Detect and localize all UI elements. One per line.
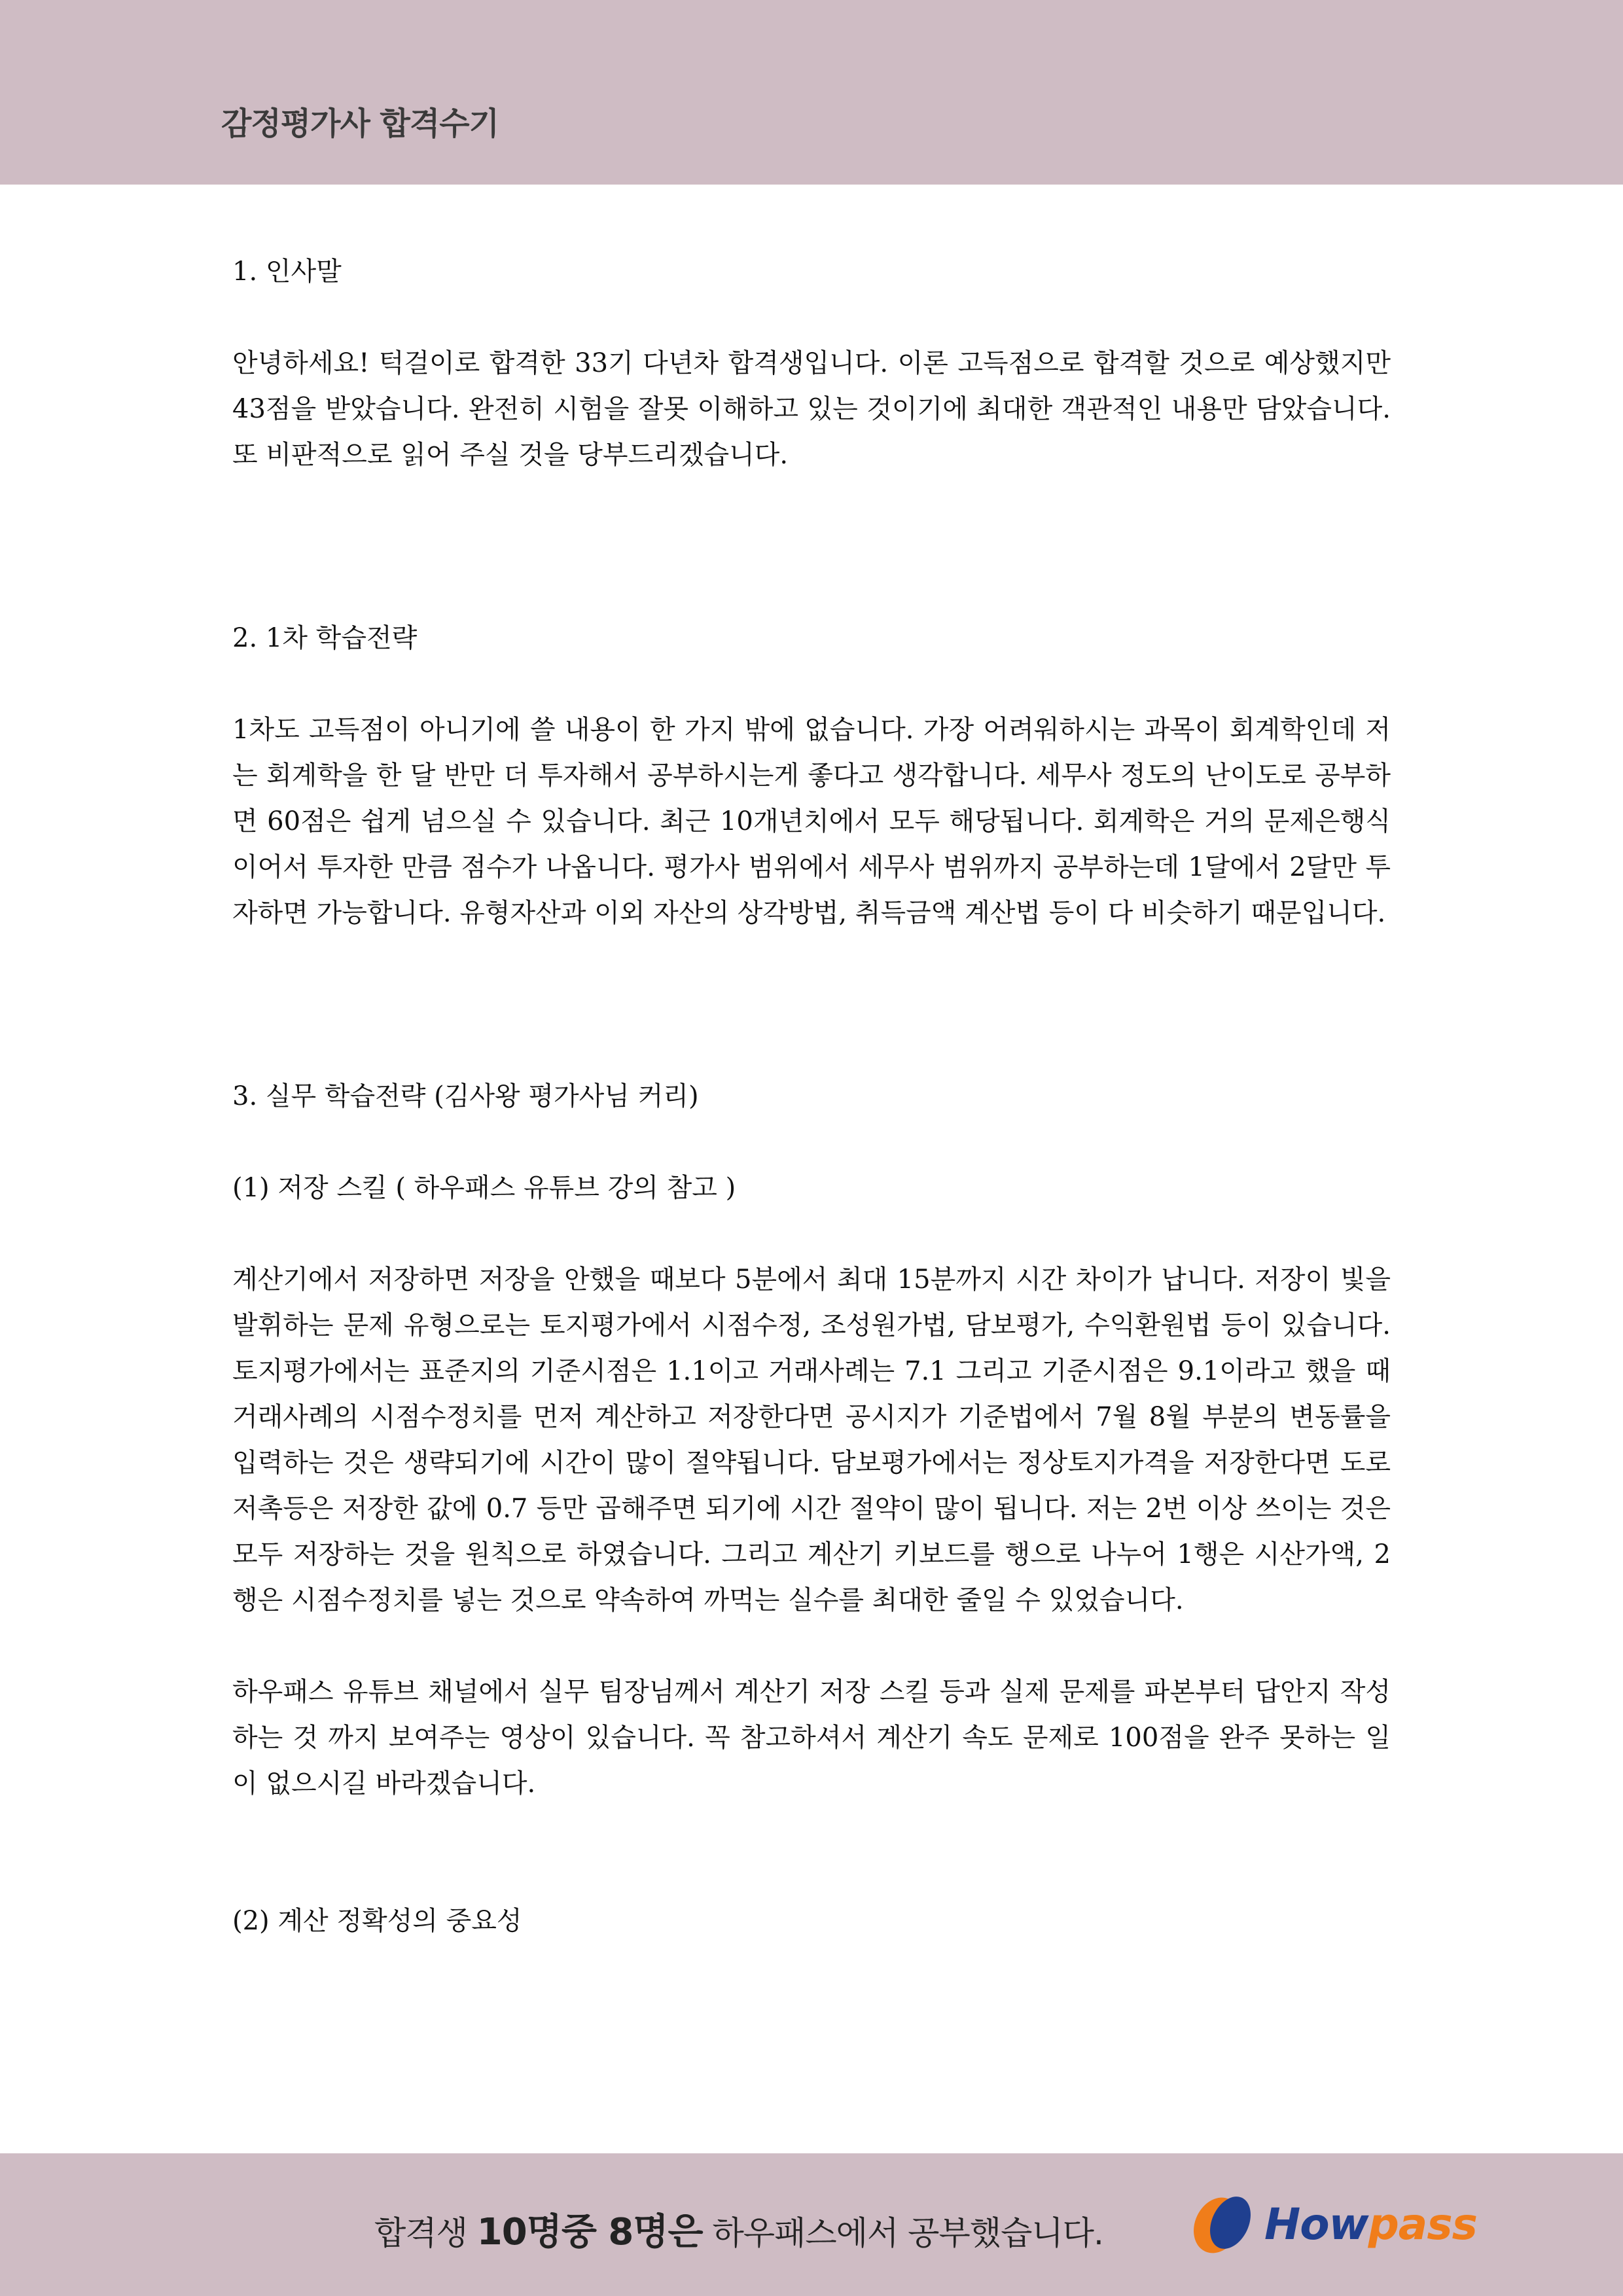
subsection-heading-save-skill: (1) 저장 스킬 ( 하우패스 유튜브 강의 참고 ) (232, 1173, 736, 1203)
footer-slogan (374, 2203, 1103, 2255)
subsection-heading-accuracy: (2) 계산 정확성의 중요성 (232, 1906, 522, 1936)
page-header (0, 0, 1623, 185)
greeting-paragraph: 안녕하세요! 턱걸이로 합격한 33기 다년차 합격생입니다. 이론 고득점으로 합격할 것으로 예상했지만 43점을 받았습니다. 완전히 시험을 잘못 이해하고 있는 것이기에 최대한 객관적인 내용만 담았습니다. 또 비판적으로 읽어 주실 것을 당부드리겠습니다. (232, 348, 1391, 470)
section-heading-first-exam: 2. 1차 학습전략 (232, 623, 418, 653)
howpass-logo-mark-icon (1186, 2187, 1258, 2259)
section-heading-practice: 3. 실무 학습전략 (김사왕 평가사님 커리) (232, 1081, 699, 1111)
footer-slogan-suffix: 하우패스에서 공부했습니다. (702, 2214, 1103, 2252)
first-exam-paragraph: 1차도 고득점이 아니기에 쓸 내용이 한 가지 밖에 없습니다. 가장 어려워하시는 과목이 회계학인데 저는 회계학을 한 달 반만 더 투자해서 공부하시는게 좋다고 생각합니다. 세무사 정도의 난이도로 공부하면 60점은 쉽게 넘으실 수 있습니다. 최근 10개년치에서 모두 해당됩니다. 회계학은 거의 문제은행식이어서 투자한 만큼 점수가 나옵니다. 평가사 범위에서 세무사 범위까지 공부하는데 1달에서 2달만 투자하면 가능합니다. 유형자산과 이외 자산의 상각방법, 취득금액 계산법 등이 다 비슷하기 때문입니다. (232, 715, 1391, 928)
youtube-paragraph: 하우패스 유튜브 채널에서 실무 팀장님께서 계산기 저장 스킬 등과 실제 문제를 파본부터 답안지 작성하는 것 까지 보여주는 영상이 있습니다. 꼭 참고하셔서 계산기 속도 문제로 100점을 완주 못하는 일이 없으시길 바라겠습니다. (232, 1677, 1391, 1799)
howpass-logo-text: Howpass (1264, 2199, 1477, 2250)
page-footer (0, 2153, 1623, 2296)
save-skill-paragraph: 계산기에서 저장하면 저장을 안했을 때보다 5분에서 최대 15분까지 시간 차이가 납니다. 저장이 빛을 발휘하는 문제 유형으로는 토지평가에서 시점수정, 조성원가법, 담보평가, 수익환원법 등이 있습니다. 토지평가에서는 표준지의 기준시점은 1.1이고 거래사례는 7.1 그리고 기준시점은 9.1이라고 했을 때 거래사례의 시점수정치를 먼저 계산하고 저장한다면 공시지가 기준법에서 7월 8월 부분의 변동률을 입력하는 것은 생략되기에 시간이 많이 절약됩니다. 담보평가에서는 정상토지가격을 저장한다면 도로저촉등은 저장한 값에 0.7 등만 곱해주면 되기에 시간 절약이 많이 됩니다. 저는 2번 이상 쓰이는 것은 모두 저장하는 것을 원칙으로 하였습니다. 그리고 계산기 키보드를 행으로 나누어 1행은 시산가액, 2행은 시점수정치를 넣는 것으로 약속하여 까먹는 실수를 최대한 줄일 수 있었습니다. (232, 1265, 1391, 1615)
section-heading-greeting: 1. 인사말 (232, 257, 342, 287)
footer-slogan-prefix: 합격생 (374, 2214, 477, 2252)
header-title: 감정평가사 합격수기 (221, 105, 499, 142)
footer-slogan-emphasis: 10명중 8명은 (476, 2211, 703, 2253)
howpass-logo (1186, 2187, 1487, 2259)
document-body (232, 249, 1391, 1944)
